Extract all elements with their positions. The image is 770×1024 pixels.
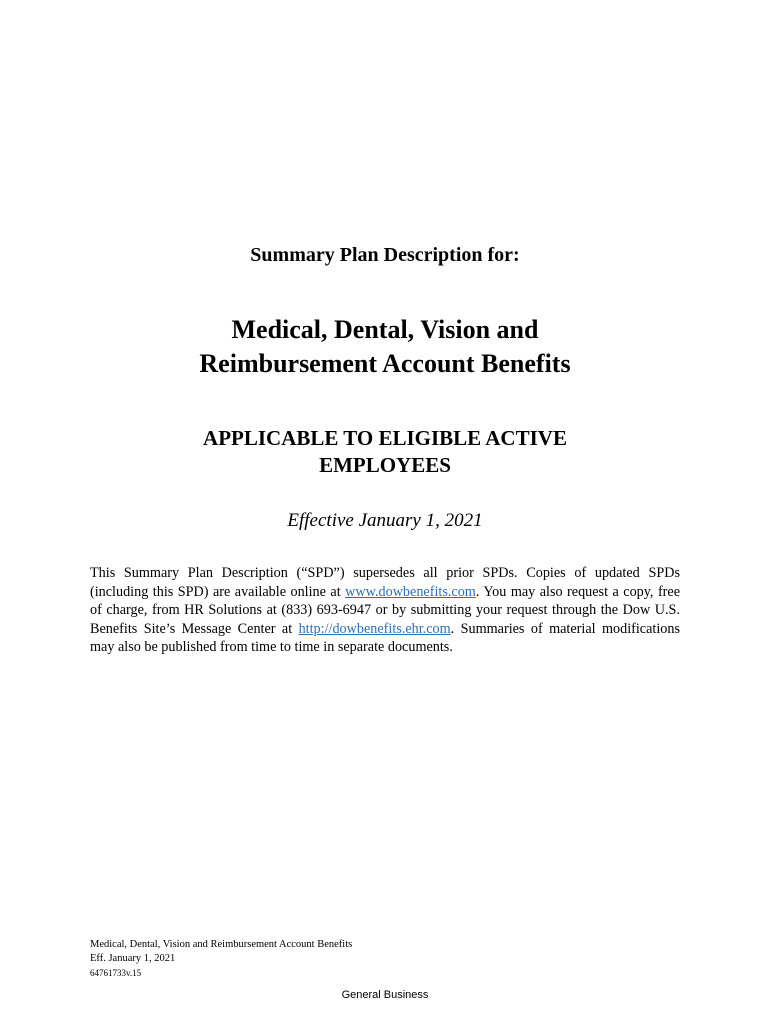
effective-date-text: Effective January 1, 2021 (287, 510, 483, 531)
body-text-part-3: . Summaries of material modifications may also be published from time to time in separate documents. (90, 620, 680, 655)
document-title (0, 313, 770, 381)
audience-line-1: APPLICABLE TO ELIGIBLE ACTIVE (203, 426, 567, 450)
footer-document-code: 64761733v.15 (90, 968, 142, 978)
body-paragraph (90, 564, 680, 657)
audience-line-2: EMPLOYEES (319, 453, 451, 477)
preamble-text: Summary Plan Description for: (250, 244, 520, 266)
audience-heading (0, 425, 770, 479)
classification-label (0, 988, 770, 1002)
footer-effective: Eff. January 1, 2021 (90, 953, 176, 964)
body-text-part-1: This Summary Plan Description (“SPD”) supersedes all prior SPDs. Copies of updated SPDs (including this SPD) are available online at (90, 565, 680, 600)
dowbenefits-ehr-link[interactable]: http://dowbenefits.ehr.com (298, 620, 451, 637)
title-line-1: Medical, Dental, Vision and (231, 315, 539, 344)
document-footer (90, 938, 352, 980)
document-preamble (0, 241, 770, 269)
dowbenefits-link[interactable]: www.dowbenefits.com (345, 583, 476, 600)
classification-text: General Business (341, 989, 429, 1001)
footer-title: Medical, Dental, Vision and Reimbursement Account Benefits (90, 939, 353, 950)
title-line-2: Reimbursement Account Benefits (199, 349, 571, 378)
body-text-part-2: . You may also request a copy, free of charge, from HR Solutions at (833) 693-6947 or by submitting your request through the Dow U.S. Benefits Site’s Message Center at (90, 583, 680, 637)
effective-date (0, 508, 770, 534)
